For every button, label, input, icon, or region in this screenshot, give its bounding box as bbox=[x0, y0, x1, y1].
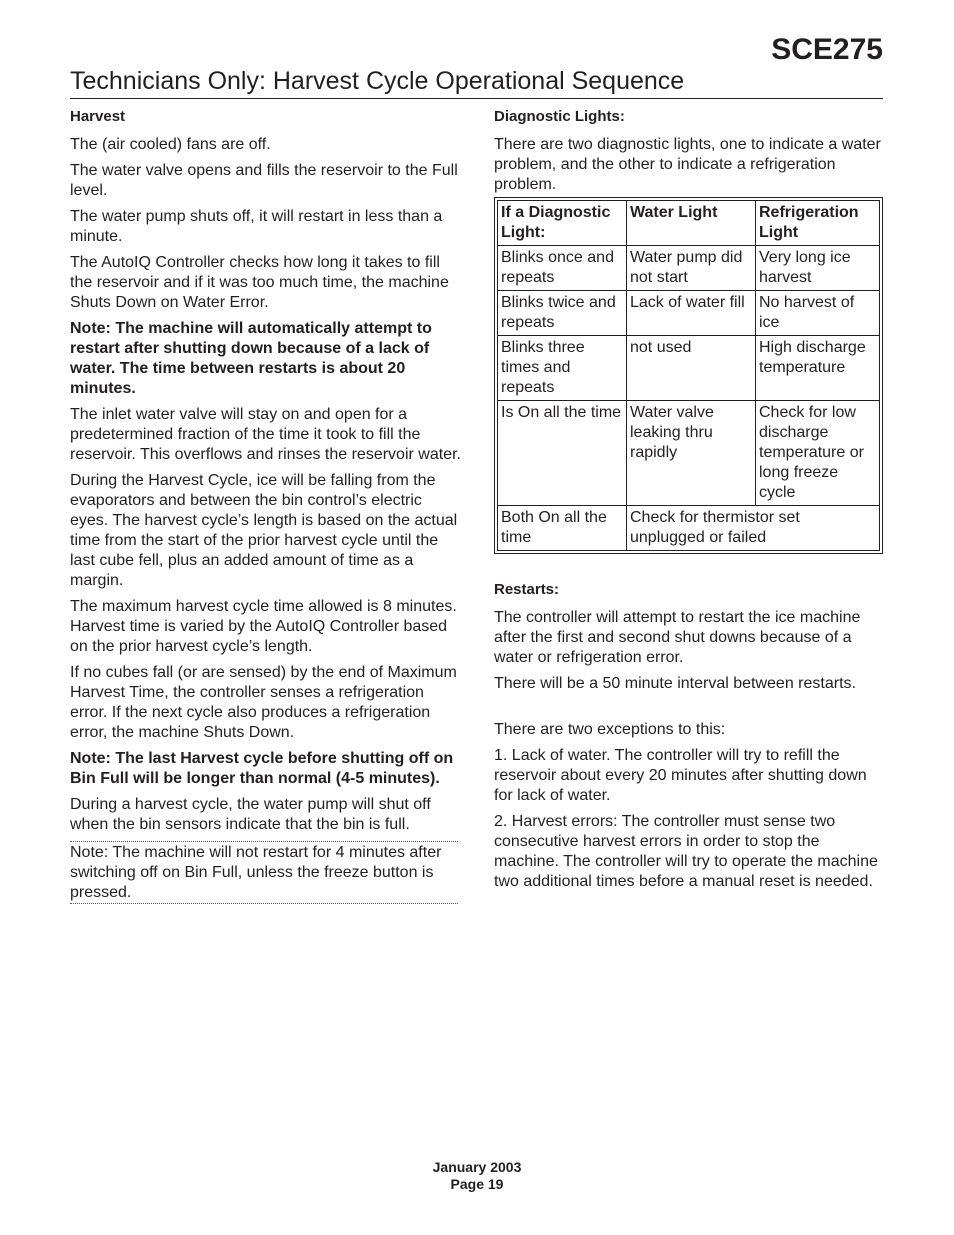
table-row bbox=[498, 246, 880, 291]
table-header-cell: Water Light bbox=[627, 201, 756, 246]
paragraph: The inlet water valve will stay on and open for a predetermined fraction of the time it took to fill the reservoir. This overflows and rinses the reservoir water. bbox=[70, 406, 461, 463]
footer-date: January 2003 bbox=[432, 1159, 522, 1175]
table-cell: Blinks twice and repeats bbox=[498, 291, 627, 336]
harvest-heading: Harvest bbox=[70, 108, 126, 125]
paragraph: The maximum harvest cycle time allowed is 8 minutes. Harvest time is varied by the AutoIQ Controller based on the prior harvest cycle’s length. bbox=[70, 598, 457, 655]
boxed-note: Note: The machine will not restart for 4 minutes after switching off on Bin Full, unless the freeze button is pressed. bbox=[70, 841, 458, 904]
paragraph: The controller will attempt to restart the ice machine after the first and second shut downs because of a water or refrigeration error. bbox=[494, 609, 861, 666]
table-header-cell: Refrigeration Light bbox=[756, 201, 880, 246]
table-cell: Blinks once and repeats bbox=[498, 246, 627, 291]
table-cell: Blinks three times and repeats bbox=[498, 336, 627, 401]
table-cell: Water pump did not start bbox=[627, 246, 756, 291]
model-number: SCE275 bbox=[771, 33, 883, 66]
table-cell: Both On all the time bbox=[498, 506, 627, 551]
table-cell: Is On all the time bbox=[498, 401, 627, 506]
note-paragraph: Note: The machine will automatically attempt to restart after shutting down because of a lack of water. The time between restarts is about 20 minutes. bbox=[70, 320, 432, 397]
paragraph: During the Harvest Cycle, ice will be falling from the evaporators and between the bin control’s electric eyes. The harvest cycle’s length is based on the actual time from the start of the prior harvest cycle until the last cube fell, plus an added amount of time as a margin. bbox=[70, 472, 458, 589]
table-row bbox=[498, 506, 880, 551]
diagnostic-table bbox=[494, 197, 883, 554]
paragraph: During a harvest cycle, the water pump will shut off when the bin sensors indicate that the bin is full. bbox=[70, 796, 431, 833]
note-paragraph: Note: The last Harvest cycle before shutting off on Bin Full will be longer than normal (4-5 minutes). bbox=[70, 750, 454, 787]
paragraph: The water valve opens and fills the reservoir to the Full level. bbox=[70, 162, 458, 199]
paragraph: The (air cooled) fans are off. bbox=[70, 136, 271, 153]
paragraph: 1. Lack of water. The controller will try to refill the reservoir about every 20 minutes after shutting down for lack of water. bbox=[494, 747, 867, 804]
table-row bbox=[498, 336, 880, 401]
table-cell: Very long ice harvest bbox=[756, 246, 880, 291]
table-row bbox=[498, 401, 880, 506]
paragraph: There will be a 50 minute interval between restarts. bbox=[494, 675, 856, 692]
table-cell: not used bbox=[627, 336, 756, 401]
title-divider bbox=[70, 98, 883, 99]
table-row bbox=[498, 291, 880, 336]
table-cell: High discharge temperature bbox=[756, 336, 880, 401]
left-column bbox=[70, 107, 462, 910]
table-cell: Water valve leaking thru rapidly bbox=[627, 401, 756, 506]
table-header-cell: If a Diagnostic Light: bbox=[498, 201, 627, 246]
paragraph: If no cubes fall (or are sensed) by the end of Maximum Harvest Time, the controller senses a refrigeration error. If the next cycle also produces a refrigeration error, the machine Shuts Down. bbox=[70, 664, 457, 741]
page-title: Technicians Only: Harvest Cycle Operational Sequence bbox=[70, 67, 685, 95]
right-column bbox=[494, 107, 886, 898]
restarts-heading: Restarts: bbox=[494, 581, 560, 598]
footer-page-number: Page 19 bbox=[450, 1176, 504, 1192]
table-cell: Lack of water fill bbox=[627, 291, 756, 336]
paragraph: The AutoIQ Controller checks how long it takes to fill the reservoir and if it was too much time, the machine Shuts Down on Water Error. bbox=[70, 254, 449, 311]
table-cell: Check for low discharge temperature or long freeze cycle bbox=[756, 401, 880, 506]
page-footer bbox=[0, 1159, 954, 1193]
table-header-row bbox=[498, 201, 880, 246]
table-cell: No harvest of ice bbox=[756, 291, 880, 336]
paragraph: The water pump shuts off, it will restart in less than a minute. bbox=[70, 208, 443, 245]
diagnostic-lights-heading: Diagnostic Lights: bbox=[494, 108, 625, 125]
paragraph: There are two exceptions to this: bbox=[494, 721, 726, 738]
table-cell: Check for thermistor set unplugged or failed bbox=[627, 506, 880, 551]
paragraph: There are two diagnostic lights, one to indicate a water problem, and the other to indicate a refrigeration problem. bbox=[494, 136, 881, 193]
paragraph: 2. Harvest errors: The controller must sense two consecutive harvest errors in order to stop the machine. The controller will try to operate the machine two additional times before a manual reset is needed. bbox=[494, 813, 878, 890]
